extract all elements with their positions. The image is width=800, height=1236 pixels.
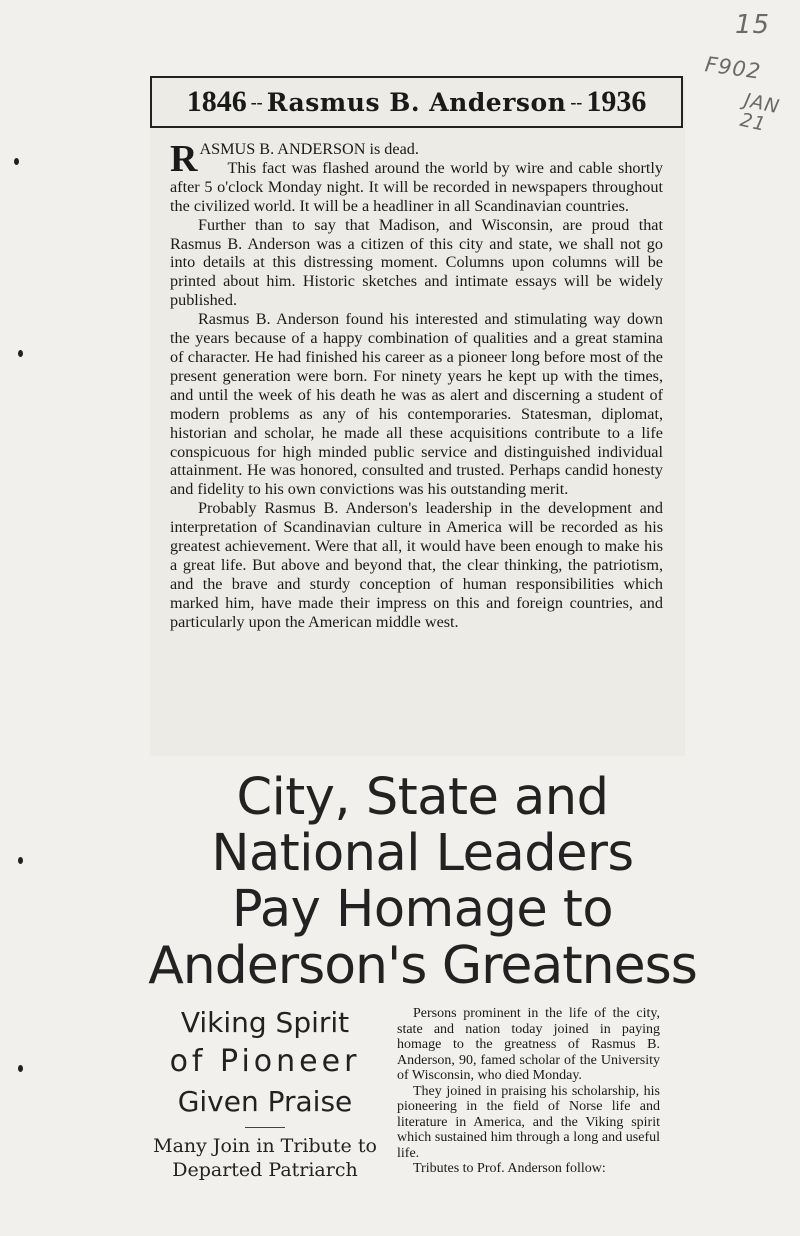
masthead-year-end: 1936 <box>586 85 647 118</box>
handwritten-page-number: 15 <box>735 10 771 40</box>
lede-paragraph: They joined in praising his scholarship, his pioneering in the field of Norse life and literature in America, and the Viking spirit which sustained him through a long and useful life. <box>397 1083 660 1161</box>
headline-line: Pay Homage to <box>231 880 614 939</box>
handwritten-file-code: F902 <box>703 52 763 84</box>
article-paragraph: This fact was flashed around the world by wire and cable shortly after 5 o'clock Monday night. It will be recorded in newspapers throughout the civilized world. It will be a headliner in all Scandinavian countries. <box>170 158 663 215</box>
drop-cap: R <box>170 138 198 180</box>
lede-paragraph: Persons prominent in the life of the city, state and nation today joined in paying homage to the greatness of Rasmus B. Anderson, 90, famed scholar of the University of Wisconsin, who died Monday. <box>397 1006 660 1083</box>
article-paragraph <box>170 138 663 180</box>
editorial-article <box>170 140 663 632</box>
headline-line: City, State and <box>236 768 609 827</box>
sub-headline-deck <box>130 1005 400 1182</box>
masthead-separator: -- <box>570 91 583 112</box>
lede-paragraph: Tributes to Prof. Anderson follow: <box>413 1161 606 1176</box>
article-paragraph: Further than to say that Madison, and Wisconsin, are proud that Rasmus B. Anderson was a citizen of this city and state, we shall not go into details at this distressing moment. Columns upon columns will be printed about him. Historic sketches and intimate essays will be widely published. <box>170 215 663 310</box>
headline-line: Anderson's Greatness <box>148 936 697 996</box>
deck-line: Viking Spirit <box>180 1006 350 1039</box>
margin-mark <box>18 350 23 357</box>
handwritten-date: JAN 21 <box>738 89 782 136</box>
masthead-separator: -- <box>250 91 263 112</box>
headline-line: National Leaders <box>211 824 634 883</box>
main-headline <box>100 770 745 994</box>
masthead-name: Rasmus B. Anderson <box>266 87 567 117</box>
margin-mark <box>18 1065 23 1072</box>
masthead-year-start: 1846 <box>186 85 247 118</box>
article-opening: ASMUS B. ANDERSON is dead. <box>199 140 419 158</box>
article-paragraph: Rasmus B. Anderson found his interested and stimulating way down the years because of a happy combination of qualities and a great stamina of character. He had finished his career as a pioneer long before most of the present generation were born. For ninety years he kept up with the times, and until the week of his death he was as alert and discerning a student of modern problems as any of his contemporaries. Statesman, diplomat, historian and scholar, he made all these acquisitions contribute to a life conspicuous for high minded public service and distinguished individual attainment. He was honored, consulted and trusted. Perhaps candid honesty and fidelity to his own convictions was his outstanding merit. <box>170 310 663 499</box>
margin-mark <box>14 158 19 165</box>
deck-line: of Pioneer <box>169 1044 361 1079</box>
margin-mark <box>18 857 23 864</box>
news-lede <box>397 1006 660 1177</box>
masthead <box>150 76 683 128</box>
deck-subtitle: Many Join in Tribute to Departed Patriarch <box>153 1135 377 1181</box>
deck-divider <box>245 1127 285 1128</box>
deck-line: Given Praise <box>177 1085 353 1118</box>
article-paragraph: Probably Rasmus B. Anderson's leadership in the development and interpretation of Scandinavian culture in America will be recorded as his greatest achievement. Were that all, it would have been enough to make his a great life. But above and beyond that, the clear thinking, the patriotism, and the brave and sturdy conception of human responsibilities which marked him, have made their impress on this and foreign countries, and particularly upon the American middle west. <box>170 499 663 631</box>
